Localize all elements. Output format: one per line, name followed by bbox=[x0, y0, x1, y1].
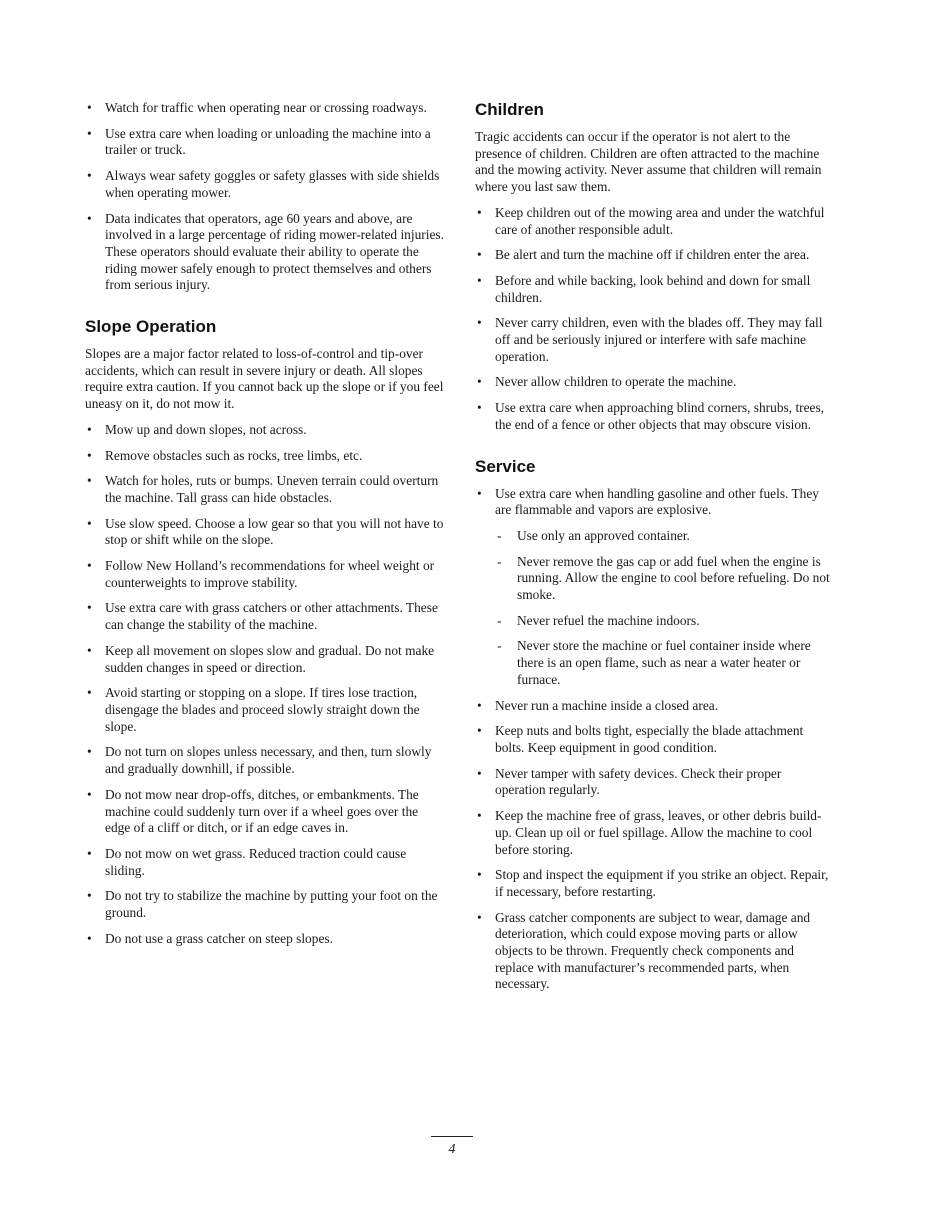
left-column bbox=[85, 100, 445, 956]
list-item-text: Use extra care when handling gasoline and other fuels. They are flammable and vapors are explosive. bbox=[495, 485, 819, 518]
list-item: • Do not mow on wet grass. Reduced traction could cause sliding. bbox=[85, 846, 445, 879]
list-item: • Follow New Holland’s recommendations for wheel weight or counterweights to improve stability. bbox=[85, 558, 445, 591]
list-item: • Do not use a grass catcher on steep slopes. bbox=[85, 931, 445, 948]
sub-list-item: - Use only an approved container. bbox=[495, 528, 835, 545]
spacer bbox=[85, 303, 445, 317]
list-item: • Before and while backing, look behind and down for small children. bbox=[475, 273, 835, 306]
children-list bbox=[475, 205, 835, 434]
service-list bbox=[475, 486, 835, 994]
children-heading: Children bbox=[475, 100, 544, 119]
list-item: • Never carry children, even with the blades off. They may fall off and be seriously injured or interfere with safe machine operation. bbox=[475, 315, 835, 365]
sub-list-item: - Never store the machine or fuel container inside where there is an open flame, such as near a water heater or furnace. bbox=[495, 638, 835, 688]
list-item: • Remove obstacles such as rocks, tree limbs, etc. bbox=[85, 448, 445, 465]
list-item: • Keep children out of the mowing area and under the watchful care of another responsible adult. bbox=[475, 205, 835, 238]
list-item: • Data indicates that operators, age 60 years and above, are involved in a large percentage of riding mower-related injuries. These operators should evaluate their ability to operate the riding mower safely enough to protect themselves and others from serious injury. bbox=[85, 211, 445, 295]
children-intro-paragraph: Tragic accidents can occur if the operator is not alert to the presence of children. Children are often attracted to the machine and the mowing activity. Never assume that children will remain where you last saw them. bbox=[475, 129, 822, 195]
list-item: • Grass catcher components are subject to wear, damage and deterioration, which could expose moving parts or allow objects to be thrown. Frequently check components and replace with manufacturer’s recommended parts, when necessary. bbox=[475, 910, 835, 994]
list-item: • Keep the machine free of grass, leaves, or other debris build-up. Clean up oil or fuel spillage. Allow the machine to cool before storing. bbox=[475, 808, 835, 858]
list-item: • Use extra care with grass catchers or other attachments. These can change the stability of the machine. bbox=[85, 600, 445, 633]
list-item: • Mow up and down slopes, not across. bbox=[85, 422, 445, 439]
list-item: • Keep nuts and bolts tight, especially the blade attachment bolts. Keep equipment in good condition. bbox=[475, 723, 835, 756]
right-column bbox=[475, 100, 835, 1002]
slope-intro-paragraph: Slopes are a major factor related to loss-of-control and tip-over accidents, which can result in severe injury or death. All slopes require extra caution. If you cannot back up the slope or if you feel uneasy on it, do not mow it. bbox=[85, 346, 444, 412]
list-item: • Use extra care when loading or unloading the machine into a trailer or truck. bbox=[85, 126, 445, 159]
list-item bbox=[475, 486, 835, 689]
list-item: • Never tamper with safety devices. Check their proper operation regularly. bbox=[475, 766, 835, 799]
fuel-handling-sublist bbox=[495, 528, 835, 689]
general-safety-list bbox=[85, 100, 445, 294]
list-item: • Watch for traffic when operating near or crossing roadways. bbox=[85, 100, 445, 117]
list-item: • Never run a machine inside a closed area. bbox=[475, 698, 835, 715]
service-heading: Service bbox=[475, 456, 536, 476]
page-number: 4 bbox=[448, 1142, 456, 1157]
list-item: • Be alert and turn the machine off if children enter the area. bbox=[475, 247, 835, 264]
list-item: • Watch for holes, ruts or bumps. Uneven terrain could overturn the machine. Tall grass can hide obstacles. bbox=[85, 473, 445, 506]
list-item: • Use slow speed. Choose a low gear so that you will not have to stop or shift while on the slope. bbox=[85, 516, 445, 549]
sub-list-item: - Never remove the gas cap or add fuel when the engine is running. Allow the engine to cool before refueling. Do not smoke. bbox=[495, 554, 835, 604]
list-item: • Avoid starting or stopping on a slope. If tires lose traction, disengage the blades and proceed slowly straight down the slope. bbox=[85, 685, 445, 735]
list-item: • Always wear safety goggles or safety glasses with side shields when operating mower. bbox=[85, 168, 445, 201]
slope-operation-heading: Slope Operation bbox=[85, 317, 217, 337]
sub-list-item: - Never refuel the machine indoors. bbox=[495, 613, 835, 630]
list-item: • Do not turn on slopes unless necessary, and then, turn slowly and gradually downhill, if possible. bbox=[85, 744, 445, 777]
list-item: • Never allow children to operate the machine. bbox=[475, 374, 835, 391]
list-item: • Keep all movement on slopes slow and gradual. Do not make sudden changes in speed or direction. bbox=[85, 643, 445, 676]
spacer bbox=[475, 443, 835, 457]
list-item: • Use extra care when approaching blind corners, shrubs, trees, the end of a fence or other objects that may obscure vision. bbox=[475, 400, 835, 433]
list-item: • Do not try to stabilize the machine by putting your foot on the ground. bbox=[85, 888, 445, 921]
list-item: • Do not mow near drop-offs, ditches, or embankments. The machine could suddenly turn over if a wheel goes over the edge of a cliff or ditch, or if an edge caves in. bbox=[85, 787, 445, 837]
footer-divider bbox=[431, 1136, 473, 1137]
slope-operation-list bbox=[85, 422, 445, 948]
list-item: • Stop and inspect the equipment if you strike an object. Repair, if necessary, before restarting. bbox=[475, 867, 835, 900]
